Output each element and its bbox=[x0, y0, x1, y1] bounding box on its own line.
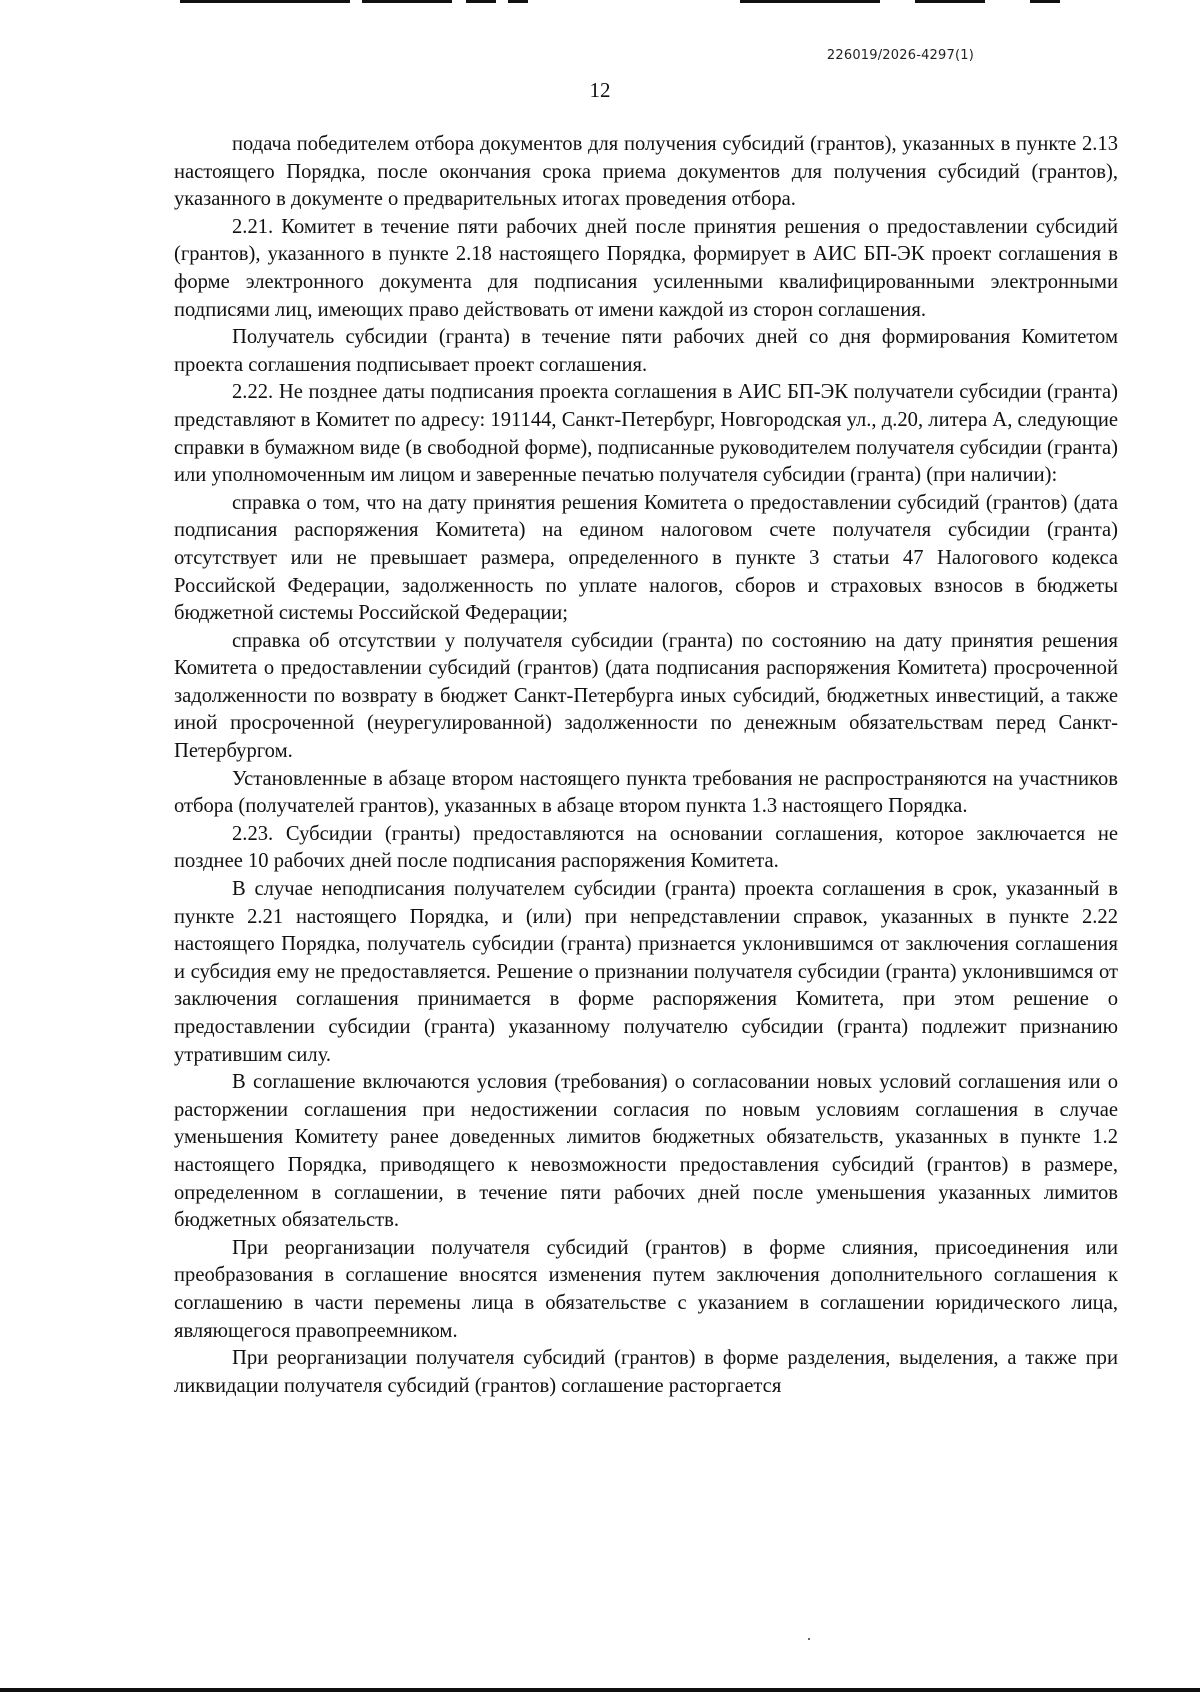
paragraph: При реорганизации получателя субсидий (грантов) в форме разделения, выделения, а также при ликвидации получателя субсидий (грантов) соглашение расторгается bbox=[174, 1347, 1118, 1397]
document-registration-number: 226019/2026-4297(1) bbox=[826, 48, 974, 63]
paragraph: В соглашение включаются условия (требования) о согласовании новых условий соглашения или о расторжении соглашения при недостижении согласия по новым условиям соглашения в случае уменьшения Комитету ранее доведенных лимитов бюджетных обязательств, указанных в пункте 1.2 настоящего Порядка, приводящего к невозможности предоставления субсидий (грантов) в размере, определенном в соглашении, в течение пяти рабочих дней после уменьшения указанных лимитов бюджетных обязательств. bbox=[174, 1071, 1118, 1232]
paragraph: В случае неподписания получателем субсидии (гранта) проекта соглашения в срок, указанный в пункте 2.21 настоящего Порядка, и (или) при непредставлении справок, указанных в пункте 2.22 настоящего Порядка, получатель субсидии (гранта) признается уклонившимся от заключения соглашения и субсидия ему не предоставляется. Решение о признании получателя субсидии (гранта) уклонившимся от заключения соглашения принимается в форме распоряжения Комитета, при этом решение о предоставлении субсидии (гранта) указанному получателю субсидии (гранта) подлежит признанию утратившим силу. bbox=[174, 878, 1118, 1066]
paragraph-2-21: 2.21. Комитет в течение пяти рабочих дней после принятия решения о предоставлении субсидий (грантов), указанного в пункте 2.18 настоящего Порядка, формирует в АИС БП-ЭК проект соглашения в форме электронного документа для подписания усиленными квалифицированными электронными подписями лиц, имеющих право действовать от имени каждой из сторон соглашения. bbox=[174, 215, 1118, 321]
paragraph: подача победителем отбора документов для получения субсидий (грантов), указанных в пункте 2.13 настоящего Порядка, после окончания срока приема документов для получения субсидий (грантов), указанного в документе о предварительных итогах проведения отбора. bbox=[174, 133, 1118, 211]
scan-speck bbox=[808, 1638, 810, 1640]
document-body bbox=[174, 131, 1118, 1400]
paragraph: Получатель субсидии (гранта) в течение пяти рабочих дней со дня формирования Комитетом проекта соглашения подписывает проект соглашения. bbox=[174, 326, 1118, 376]
paragraph: При реорганизации получателя субсидий (грантов) в форме слияния, присоединения или преобразования в соглашение вносятся изменения путем заключения дополнительного соглашения к соглашению в части перемены лица в обязательстве с указанием в соглашении юридического лица, являющегося правопреемником. bbox=[174, 1236, 1118, 1342]
scan-top-edge bbox=[0, 0, 1200, 4]
paragraph-2-22: 2.22. Не позднее даты подписания проекта соглашения в АИС БП-ЭК получатели субсидии (гранта) представляют в Комитет по адресу: 191144, Санкт-Петербург, Новгородская ул., д.20, литера А, следующие справки в бумажном виде (в свободной форме), подписанные руководителем получателя субсидии (гранта) или уполномоченным им лицом и заверенные печатью получателя субсидии (гранта) (при наличии): bbox=[174, 381, 1118, 487]
paragraph: справка о том, что на дату принятия решения Комитета о предоставлении субсидий (грантов) (дата подписания распоряжения Комитета) на едином налоговом счете получателя субсидии (гранта) отсутствует или не превышает размера, определенного в пункте 3 статьи 47 Налогового кодекса Российской Федерации, задолженность по уплате налогов, сборов и страховых взносов в бюджеты бюджетной системы Российской Федерации; bbox=[174, 491, 1118, 625]
paragraph: Установленные в абзаце втором настоящего пункта требования не распространяются на участников отбора (получателей грантов), указанных в абзаце втором пункта 1.3 настоящего Порядка. bbox=[174, 767, 1118, 818]
scan-bottom-edge bbox=[0, 1688, 1200, 1692]
page-number: 12 bbox=[589, 78, 611, 102]
paragraph: справка об отсутствии у получателя субсидии (гранта) по состоянию на дату принятия решения Комитета о предоставлении субсидий (грантов) (дата подписания распоряжения Комитета) просроченной задолженности по возврату в бюджет Санкт-Петербурга иных субсидий, бюджетных инвестиций, а также иной просроченной (неурегулированной) задолженности по денежным обязательствам перед Санкт-Петербургом. bbox=[174, 629, 1118, 763]
paragraph-2-23: 2.23. Субсидии (гранты) предоставляются на основании соглашения, которое заключается не позднее 10 рабочих дней после подписания распоряжения Комитета. bbox=[174, 822, 1118, 873]
